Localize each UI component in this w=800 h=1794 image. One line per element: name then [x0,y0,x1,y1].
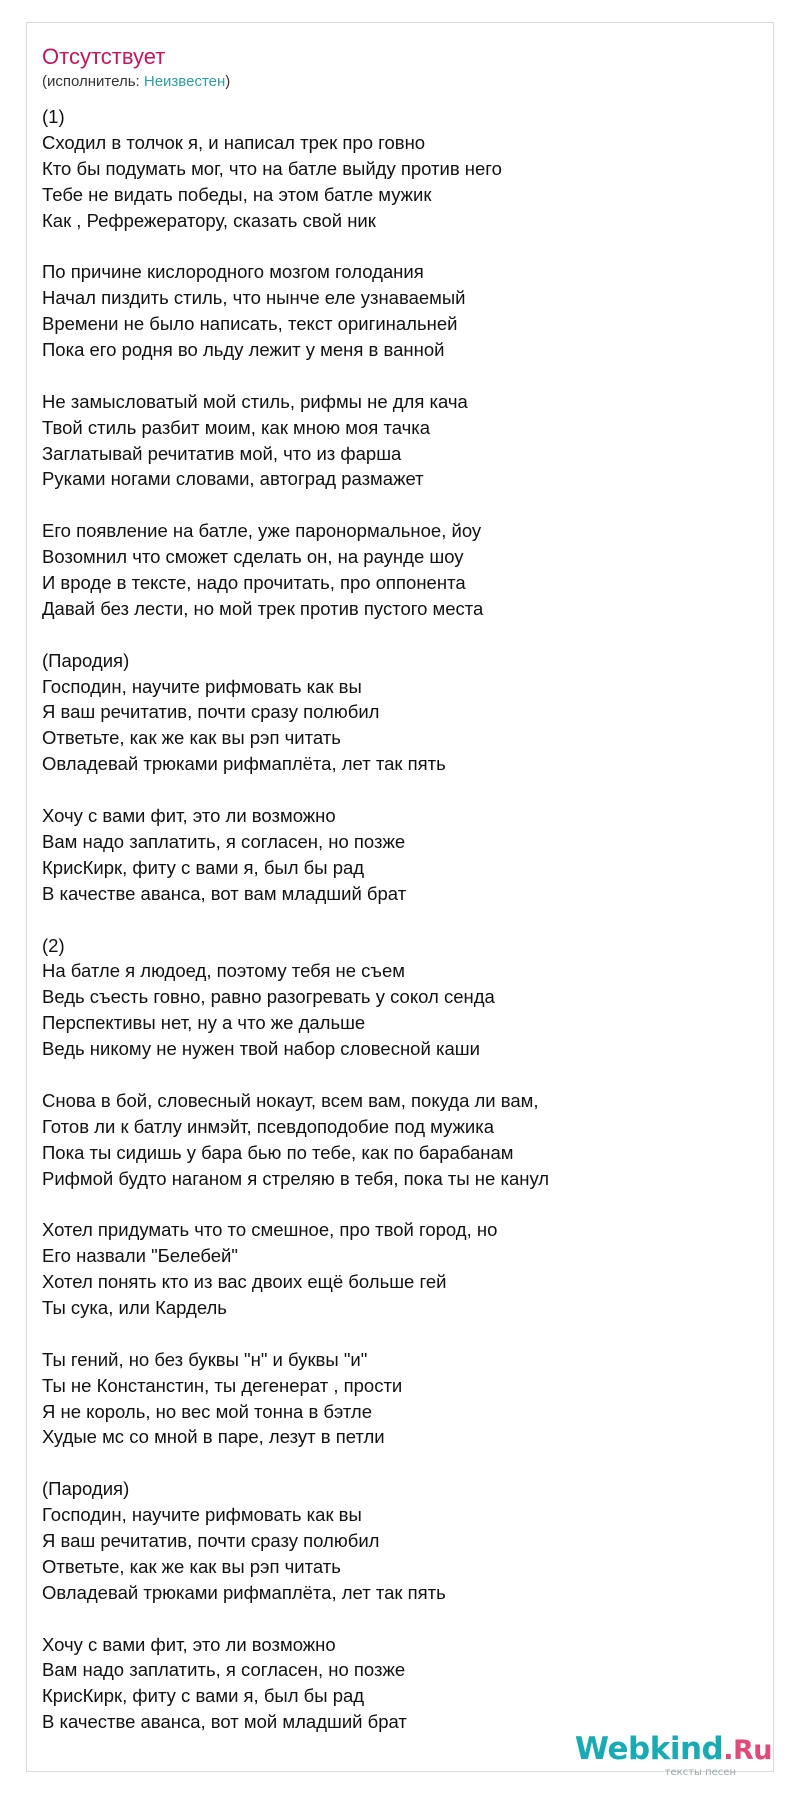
lyric-line: Худые мс со мной в паре, лезут в петли [42,1426,385,1448]
lyric-line: Ты сука, или Кардель [42,1296,227,1318]
stanza-break [42,1321,762,1347]
site-logo[interactable] [575,1733,772,1778]
lyric-line: Тебе не видать победы, на этом батле мужик [42,183,432,205]
lyric-line: (Пародия) [42,649,130,671]
lyric-line: КрисКирк, фиту с вами я, был бы рад [42,856,365,878]
lyric-line: Давай без лести, но мой трек против пустого места [42,597,484,619]
lyric-line: Вам надо заплатить, я согласен, но позже [42,830,406,852]
lyric-line: Овладевай трюками рифмаплёта, лет так пять [42,1581,446,1603]
lyric-line: Снова в бой, словесный нокаут, всем вам, покуда ли вам, [42,1089,539,1111]
lyric-line: Начал пиздить стиль, что нынче еле узнаваемый [42,287,466,309]
lyric-line: Руками ногами словами, автоград размажет [42,468,424,490]
lyric-line: Ведь съесть говно, равно разогревать у сокол сенда [42,986,495,1008]
lyric-line: (2) [42,934,65,956]
lyric-line: Перспективы нет, ну а что же дальше [42,1012,366,1034]
stanza-break [42,1191,762,1217]
lyric-line: Твой стиль разбит моим, как мною моя тачка [42,416,431,438]
lyric-line: (1) [42,106,65,127]
song-title: Отсутствует [42,44,166,69]
lyric-line: Времени не было написать, текст оригинальней [42,313,458,335]
lyric-line: Хотел придумать что то смешное, про твой город, но [42,1219,498,1241]
lyric-line: Овладевай трюками рифмаплёта, лет так пять [42,753,446,775]
lyric-line: Хотел понять кто из вас двоих ещё больше гей [42,1271,447,1293]
lyric-line: Ответьте, как же как вы рэп читать [42,1555,341,1577]
lyric-line: Вам надо заплатить, я согласен, но позже [42,1659,406,1681]
stanza-break [42,1062,762,1088]
lyric-line: (Пародия) [42,1478,130,1500]
stanza-break [42,1606,762,1632]
lyric-line: Я ваш речитатив, почти сразу полюбил [42,1529,380,1551]
lyric-line: Хочу с вами фит, это ли возможно [42,1633,336,1655]
stanza-break [42,492,762,518]
lyrics-text [42,104,762,1735]
logo-tld: .Ru [723,1735,772,1766]
lyric-line: Ведь никому не нужен твой набор словесной каши [42,1038,480,1060]
lyric-line: Господин, научите рифмовать как вы [42,1504,362,1526]
lyric-line: В качестве аванса, вот вам младший брат [42,882,407,904]
artist-suffix: ) [225,73,231,90]
artist-prefix: (исполнитель: [42,73,144,90]
lyric-line: Пока ты сидишь у бара бью по тебе, как по барабанам [42,1141,514,1163]
lyric-line: Я ваш речитатив, почти сразу полюбил [42,701,380,723]
lyric-line: Как , Рефрежератору, сказать свой ник [42,209,376,231]
lyric-line: Его появление на батле, уже паронормальное, йоу [42,520,482,542]
logo-name: Webkind [574,1731,724,1767]
lyric-line: Сходил в толчок я, и написал трек про говно [42,131,426,153]
lyric-line: И вроде в тексте, надо прочитать, про оппонента [42,572,466,594]
lyric-line: По причине кислородного мозгом голодания [42,261,424,283]
lyric-line: На батле я людоед, поэтому тебя не съем [42,960,405,982]
artist-line [42,72,230,92]
logo-tagline: тексты песен [664,1767,736,1778]
stanza-break [42,233,762,259]
lyric-line: Ты гений, но без буквы "н" и буквы "и" [42,1348,368,1370]
lyric-line: Пока его родня во льду лежит у меня в ванной [42,339,445,361]
stanza-break [42,1450,762,1476]
lyric-line: Его назвали "Белебей" [42,1245,238,1267]
lyric-line: Я не король, но вес мой тонна в бэтле [42,1400,373,1422]
lyric-line: В качестве аванса, вот мой младший брат [42,1711,407,1733]
stanza-break [42,622,762,648]
stanza-break [42,777,762,803]
lyric-line: Готов ли к батлу инмэйт, псевдоподобие под мужика [42,1115,495,1137]
lyric-line: Рифмой будто наганом я стреляю в тебя, пока ты не канул [42,1167,550,1189]
lyric-line: КрисКирк, фиту с вами я, был бы рад [42,1685,365,1707]
lyric-line: Ответьте, как же как вы рэп читать [42,727,341,749]
lyric-line: Не замысловатый мой стиль, рифмы не для кача [42,390,468,412]
lyric-line: Кто бы подумать мог, что на батле выйду против него [42,157,502,179]
stanza-break [42,363,762,389]
lyric-line: Ты не Констанстин, ты дегенерат , прости [42,1374,403,1396]
lyric-line: Возомнил что сможет сделать он, на раунде шоу [42,546,464,568]
stanza-break [42,907,762,933]
artist-link[interactable]: Неизвестен [143,73,226,90]
lyric-line: Господин, научите рифмовать как вы [42,675,362,697]
lyric-line: Хочу с вами фит, это ли возможно [42,805,336,827]
lyric-line: Заглатывай речитатив мой, что из фарша [42,442,402,464]
logo-wordmark [575,1733,772,1767]
